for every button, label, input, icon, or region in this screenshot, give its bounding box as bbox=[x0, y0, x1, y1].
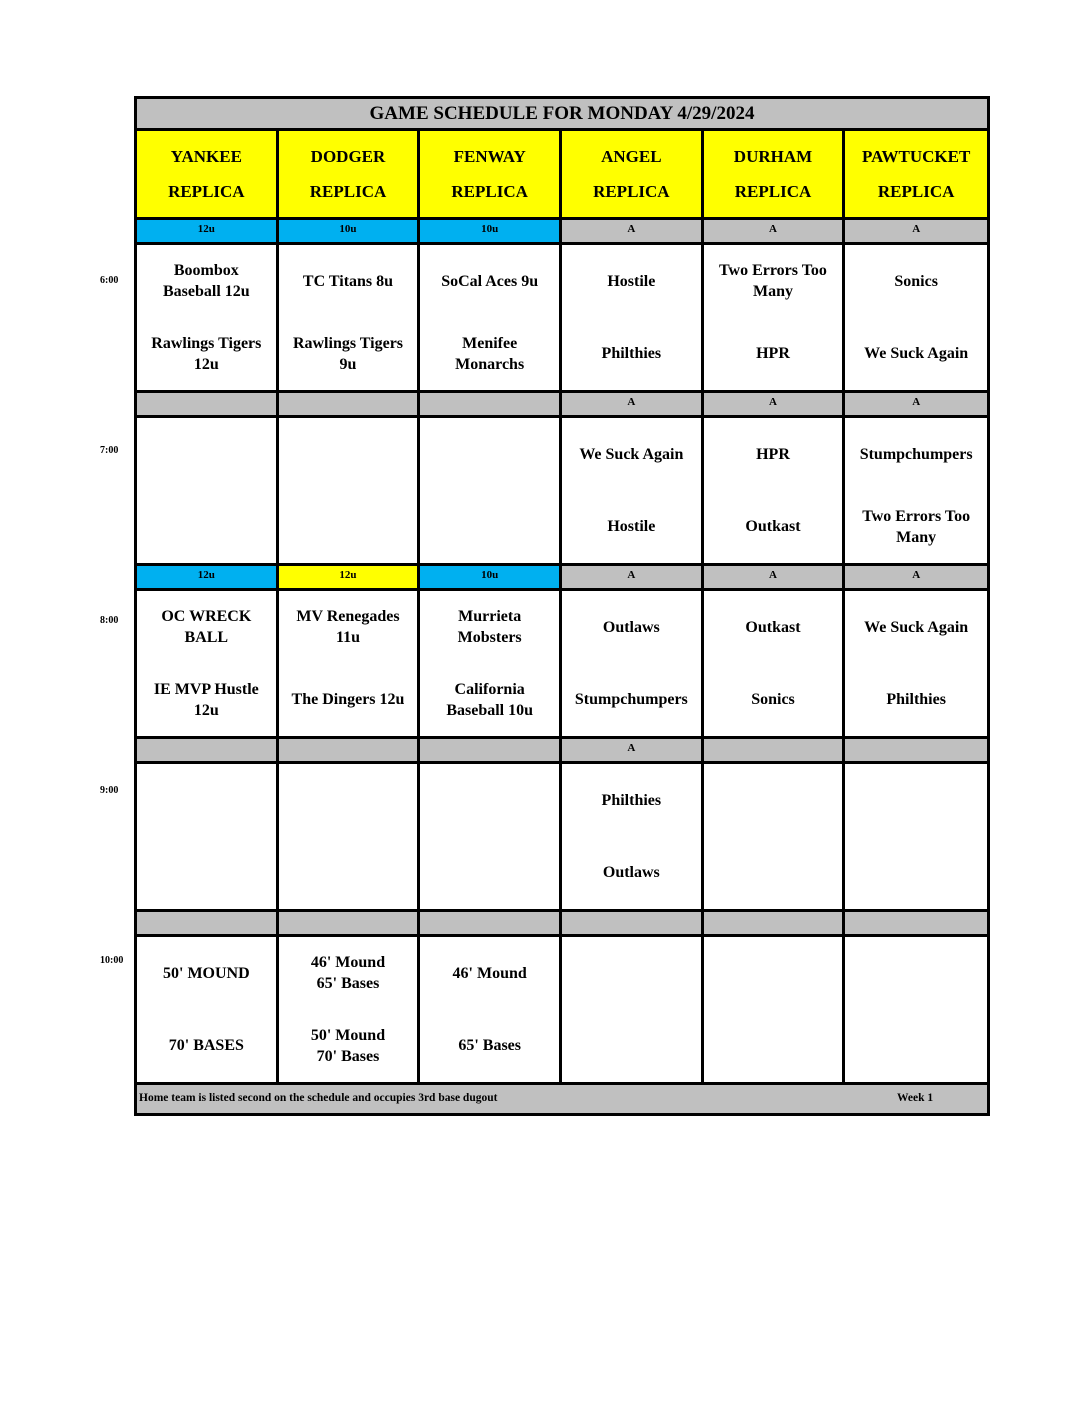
field-subtitle: REPLICA bbox=[593, 181, 670, 201]
time-label: 7:00 bbox=[100, 445, 119, 456]
division-label bbox=[137, 912, 279, 934]
home-team: Stumpchumpers bbox=[574, 691, 688, 709]
division-label bbox=[704, 912, 846, 934]
division-label: 12u bbox=[137, 220, 279, 242]
field-subtitle: REPLICA bbox=[168, 181, 245, 201]
away-team: Murrieta Mobsters bbox=[457, 608, 522, 647]
home-team bbox=[420, 491, 559, 564]
game-cell bbox=[704, 937, 846, 1082]
home-team: Hostile bbox=[607, 518, 656, 536]
game-cell bbox=[420, 591, 562, 736]
game-row bbox=[137, 591, 987, 739]
home-team-note: Home team is listed second on the schedule and occupies 3rd base dugout bbox=[139, 1092, 498, 1104]
division-label: A bbox=[704, 220, 846, 242]
game-cell bbox=[420, 245, 562, 390]
game-cell bbox=[137, 937, 279, 1082]
home-team bbox=[137, 491, 276, 564]
home-team: California Baseball 10u bbox=[446, 680, 533, 719]
home-team: HPR bbox=[756, 345, 790, 363]
away-team: Outkast bbox=[745, 618, 801, 636]
game-cell bbox=[845, 418, 987, 563]
home-team: Rawlings Tigers 12u bbox=[151, 334, 262, 373]
schedule-table bbox=[134, 96, 990, 1116]
game-row bbox=[137, 418, 987, 566]
field-header-dodger bbox=[279, 131, 421, 217]
home-team: Rawlings Tigers 9u bbox=[292, 334, 404, 373]
away-team: Sonics bbox=[894, 272, 938, 290]
game-row bbox=[137, 764, 987, 912]
home-team bbox=[704, 837, 843, 910]
division-label: 10u bbox=[420, 220, 562, 242]
field-header-durham bbox=[704, 131, 846, 217]
home-team: The Dingers 12u bbox=[291, 691, 405, 709]
field-name: YANKEE bbox=[170, 146, 242, 166]
game-cell bbox=[279, 937, 421, 1082]
time-label: 8:00 bbox=[100, 615, 119, 626]
division-label: A bbox=[562, 566, 704, 588]
away-team: Boombox Baseball 12u bbox=[162, 262, 250, 301]
field-name: DURHAM bbox=[733, 146, 813, 166]
division-label bbox=[137, 739, 279, 761]
away-team bbox=[137, 418, 276, 491]
game-cell bbox=[704, 591, 846, 736]
away-team bbox=[279, 418, 418, 491]
away-team bbox=[845, 937, 987, 1010]
game-cell bbox=[420, 418, 562, 563]
division-label: A bbox=[845, 220, 987, 242]
game-row bbox=[137, 245, 987, 393]
home-team bbox=[845, 837, 987, 910]
home-team bbox=[279, 837, 418, 910]
time-label: 10:00 bbox=[100, 955, 124, 966]
division-label bbox=[420, 739, 562, 761]
home-team bbox=[137, 837, 276, 910]
away-team: HPR bbox=[756, 445, 790, 463]
field-subtitle: REPLICA bbox=[309, 181, 387, 201]
away-team: OC WRECK BALL bbox=[161, 608, 252, 647]
away-team bbox=[562, 937, 701, 1010]
time-label: 9:00 bbox=[100, 785, 119, 796]
home-team bbox=[279, 491, 418, 564]
game-cell bbox=[845, 591, 987, 736]
game-cell bbox=[137, 591, 279, 736]
field-subtitle: REPLICA bbox=[734, 181, 812, 201]
game-cell bbox=[137, 764, 279, 909]
game-cell bbox=[279, 418, 421, 563]
division-label: 10u bbox=[420, 566, 562, 588]
away-team: Stumpchumpers bbox=[859, 445, 973, 463]
field-name: PAWTUCKET bbox=[862, 146, 971, 166]
game-cell bbox=[137, 418, 279, 563]
field-header-pawtucket bbox=[845, 131, 987, 217]
schedule-title: GAME SCHEDULE FOR MONDAY 4/29/2024 bbox=[137, 99, 987, 131]
division-label: 12u bbox=[137, 566, 279, 588]
away-team bbox=[845, 764, 987, 837]
division-label bbox=[279, 739, 421, 761]
game-cell bbox=[562, 937, 704, 1082]
division-row bbox=[137, 566, 987, 591]
time-slots bbox=[137, 220, 987, 1085]
field-header-yankee bbox=[137, 131, 279, 217]
away-team: TC Titans 8u bbox=[302, 272, 394, 290]
home-team: Outlaws bbox=[602, 864, 660, 882]
away-team: 50' MOUND bbox=[163, 964, 250, 982]
home-team: Philthies bbox=[886, 691, 946, 709]
division-label bbox=[704, 739, 846, 761]
away-team: 46' Mound bbox=[452, 964, 527, 982]
home-team: Two Errors Too Many bbox=[862, 507, 971, 546]
home-team: Outkast bbox=[745, 518, 801, 536]
division-row bbox=[137, 220, 987, 245]
field-subtitle: REPLICA bbox=[877, 181, 955, 201]
field-header-angel bbox=[562, 131, 704, 217]
home-team: 50' Mound 70' Bases bbox=[310, 1026, 386, 1065]
field-name: DODGER bbox=[310, 146, 386, 166]
division-label bbox=[420, 912, 562, 934]
division-label bbox=[845, 912, 987, 934]
division-row bbox=[137, 912, 987, 937]
field-name: ANGEL bbox=[601, 146, 662, 166]
game-cell bbox=[704, 764, 846, 909]
game-cell bbox=[562, 591, 704, 736]
home-team: 70' BASES bbox=[168, 1037, 244, 1055]
away-team bbox=[137, 764, 276, 837]
field-subtitle: REPLICA bbox=[451, 181, 528, 201]
division-label: A bbox=[845, 393, 987, 415]
division-label bbox=[279, 393, 421, 415]
away-team: We Suck Again bbox=[864, 618, 969, 636]
game-cell bbox=[420, 764, 562, 909]
division-row bbox=[137, 393, 987, 418]
division-label: 12u bbox=[279, 566, 421, 588]
division-row bbox=[137, 739, 987, 764]
game-cell bbox=[420, 937, 562, 1082]
home-team bbox=[845, 1010, 987, 1083]
game-cell bbox=[279, 764, 421, 909]
division-label: A bbox=[562, 739, 704, 761]
game-cell bbox=[845, 245, 987, 390]
division-label bbox=[279, 912, 421, 934]
away-team: Outlaws bbox=[602, 618, 660, 636]
home-team: Menifee Monarchs bbox=[455, 334, 525, 373]
game-cell bbox=[845, 764, 987, 909]
field-header-fenway bbox=[420, 131, 562, 217]
division-label: A bbox=[562, 393, 704, 415]
division-label: A bbox=[845, 566, 987, 588]
home-team: 65' Bases bbox=[458, 1037, 521, 1055]
game-row bbox=[137, 937, 987, 1085]
footer-bar bbox=[137, 1085, 987, 1113]
home-team bbox=[562, 1010, 701, 1083]
home-team: IE MVP Hustle 12u bbox=[153, 680, 259, 719]
home-team bbox=[420, 837, 559, 910]
division-label bbox=[562, 912, 704, 934]
away-team bbox=[704, 937, 843, 1010]
division-label bbox=[845, 739, 987, 761]
division-label bbox=[420, 393, 562, 415]
division-label: A bbox=[562, 220, 704, 242]
away-team: MV Renegades 11u bbox=[296, 608, 400, 647]
division-label bbox=[137, 393, 279, 415]
home-team: Sonics bbox=[751, 691, 795, 709]
time-label: 6:00 bbox=[100, 275, 119, 286]
week-label: Week 1 bbox=[897, 1092, 934, 1104]
game-cell bbox=[562, 764, 704, 909]
away-team: SoCal Aces 9u bbox=[441, 272, 539, 290]
away-team: We Suck Again bbox=[579, 445, 684, 463]
division-label: A bbox=[704, 393, 846, 415]
away-team bbox=[420, 418, 559, 491]
away-team bbox=[279, 764, 418, 837]
game-cell bbox=[562, 245, 704, 390]
division-label: 10u bbox=[279, 220, 421, 242]
home-team: Philthies bbox=[601, 345, 662, 363]
game-cell bbox=[704, 245, 846, 390]
home-team: We Suck Again bbox=[864, 345, 969, 363]
game-cell bbox=[562, 418, 704, 563]
game-cell bbox=[279, 245, 421, 390]
away-team bbox=[704, 764, 843, 837]
away-team bbox=[420, 764, 559, 837]
field-header-row bbox=[137, 131, 987, 220]
game-cell bbox=[845, 937, 987, 1082]
field-name: FENWAY bbox=[453, 146, 526, 166]
game-cell bbox=[137, 245, 279, 390]
home-team bbox=[704, 1010, 843, 1083]
game-cell bbox=[279, 591, 421, 736]
away-team: Two Errors Too Many bbox=[719, 262, 827, 301]
away-team: Hostile bbox=[607, 272, 656, 290]
game-cell bbox=[704, 418, 846, 563]
division-label: A bbox=[704, 566, 846, 588]
away-team: 46' Mound 65' Bases bbox=[310, 954, 386, 993]
away-team: Philthies bbox=[601, 791, 662, 809]
